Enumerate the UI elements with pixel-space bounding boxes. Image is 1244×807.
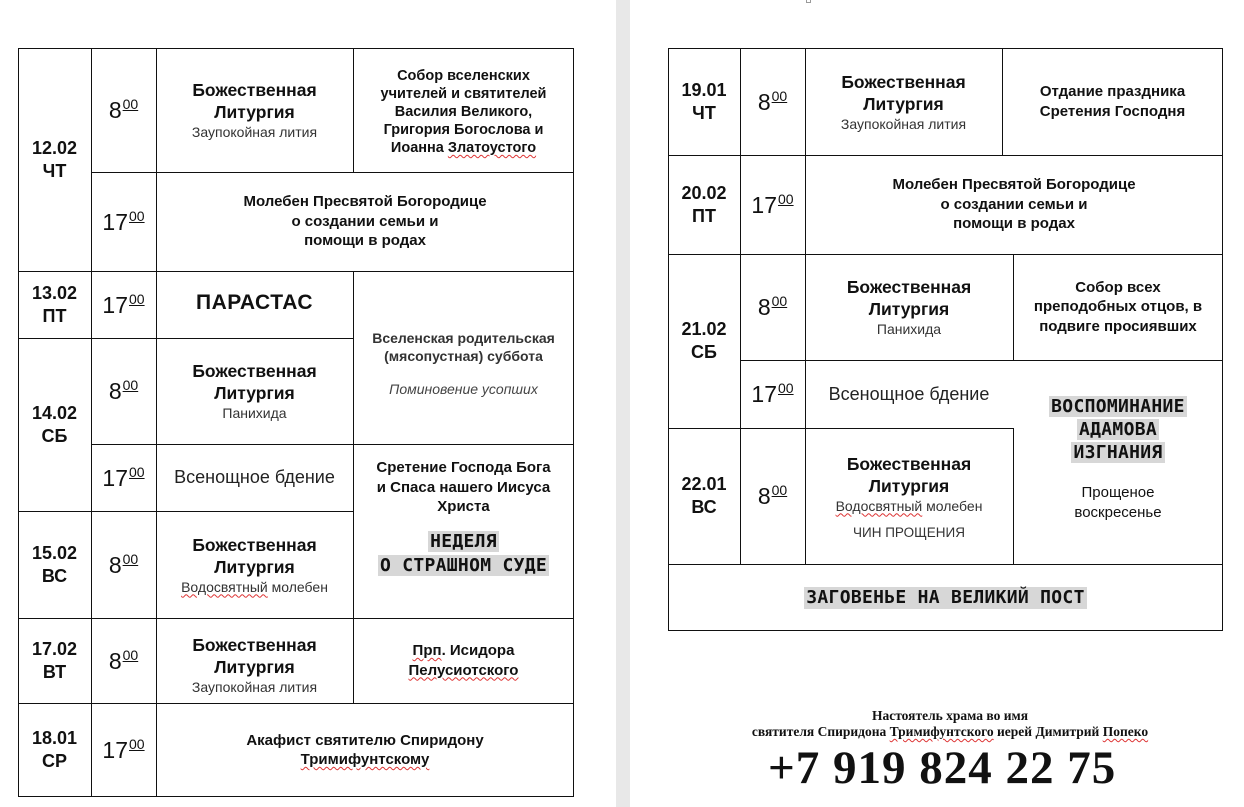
date-cell: 18.01 СР	[31, 728, 78, 771]
service-cell: Божественная Литургия Панихида	[846, 277, 972, 337]
date-cell: 14.02 СБ	[31, 402, 78, 446]
time-cell: $8^{00}$	[108, 96, 139, 123]
time-cell: $8^{00}$	[757, 87, 788, 115]
date-cell: 19.01 ЧТ	[681, 79, 727, 123]
time-cell: $8^{00}$	[108, 646, 139, 674]
moleben-cell: Молебен Пресвятой Богородице о создании семьи и помощи в родах	[243, 193, 487, 250]
date-cell: 15.02 ВС	[31, 542, 78, 586]
time-cell: $17^{00}$	[102, 463, 145, 491]
time-cell: $8^{00}$	[108, 377, 139, 404]
feast-cell: ВОСПОМИНАНИЕ АДАМОВА ИЗГНАНИЯ Прощеное воскресенье	[1051, 396, 1185, 521]
page-marker	[806, 0, 811, 3]
time-cell: $17^{00}$	[102, 207, 145, 235]
feast-cell: Собор вселенских учителей и святителей Василия Великого, Григория Богослова и Иоанна Златоустого	[380, 68, 547, 156]
service-cell: Божественная Литургия Заупокойная лития	[191, 634, 318, 695]
date-cell: 20.02 ПТ	[681, 182, 727, 226]
akafist-cell: Акафист святителю Спиридону Тримифунтскому	[246, 731, 484, 768]
service-cell: Божественная Литургия Водосвятный молебен	[181, 534, 328, 595]
date-cell: 17.02 ВТ	[31, 638, 78, 682]
time-cell: $8^{00}$	[757, 293, 788, 320]
service-cell: Божественная Литургия Заупокойная лития	[191, 80, 318, 140]
time-cell: $17^{00}$	[751, 190, 794, 218]
rector-caption: Настоятель храма во имя святителя Спиридона Тримифунтского иерей Димитрий Попеко	[751, 708, 1149, 739]
feast-cell: Прп. Исидора Пелусиотского	[408, 642, 519, 679]
time-cell: $17^{00}$	[102, 736, 145, 763]
feast-cell: Собор всех преподобных отцов, в подвиге просиявших	[1033, 278, 1203, 335]
phone-number: +7 919 824 22 75	[768, 742, 1117, 794]
left-page-top-edge	[0, 0, 616, 7]
service-cell: Божественная Литургия Водосвятный молебен ЧИН ПРОЩЕНИЯ	[835, 453, 983, 540]
time-cell: $8^{00}$	[757, 482, 788, 509]
moleben-cell: Молебен Пресвятой Богородице о создании семьи и помощи в родах	[892, 176, 1136, 233]
date-cell: 12.02 ЧТ	[31, 137, 78, 181]
time-cell: $17^{00}$	[102, 290, 145, 318]
parastas-cell: ПАРАСТАС	[195, 291, 314, 314]
vsenoshnoe-cell: Всенощное бдение	[828, 383, 990, 404]
date-cell: 21.02 СБ	[681, 319, 727, 362]
date-cell: 13.02 ПТ	[31, 282, 78, 326]
date-cell: 22.01 ВС	[681, 474, 727, 517]
service-cell: Божественная Литургия Заупокойная лития	[840, 71, 967, 132]
feast-cell: Сретение Господа Бога и Спаса нашего Иисуса Христа НЕДЕЛЯ О СТРАШНОМ СУДЕ	[376, 459, 551, 576]
time-cell: $17^{00}$	[751, 380, 794, 407]
feast-cell: Отдание праздника Сретения Господня	[1039, 83, 1186, 120]
vsenoshnoe-cell: Всенощное бдение	[174, 467, 335, 487]
right-page-top-edge	[630, 0, 1244, 7]
service-cell: Божественная Литургия Панихида	[192, 361, 317, 421]
zagovene-cell: ЗАГОВЕНЬЕ НА ВЕЛИКИЙ ПОСТ	[806, 586, 1085, 608]
time-cell: $8^{00}$	[108, 550, 139, 578]
feast-cell: Вселенская родительская (мясопустная) суббота Поминовение усопших	[372, 329, 555, 397]
